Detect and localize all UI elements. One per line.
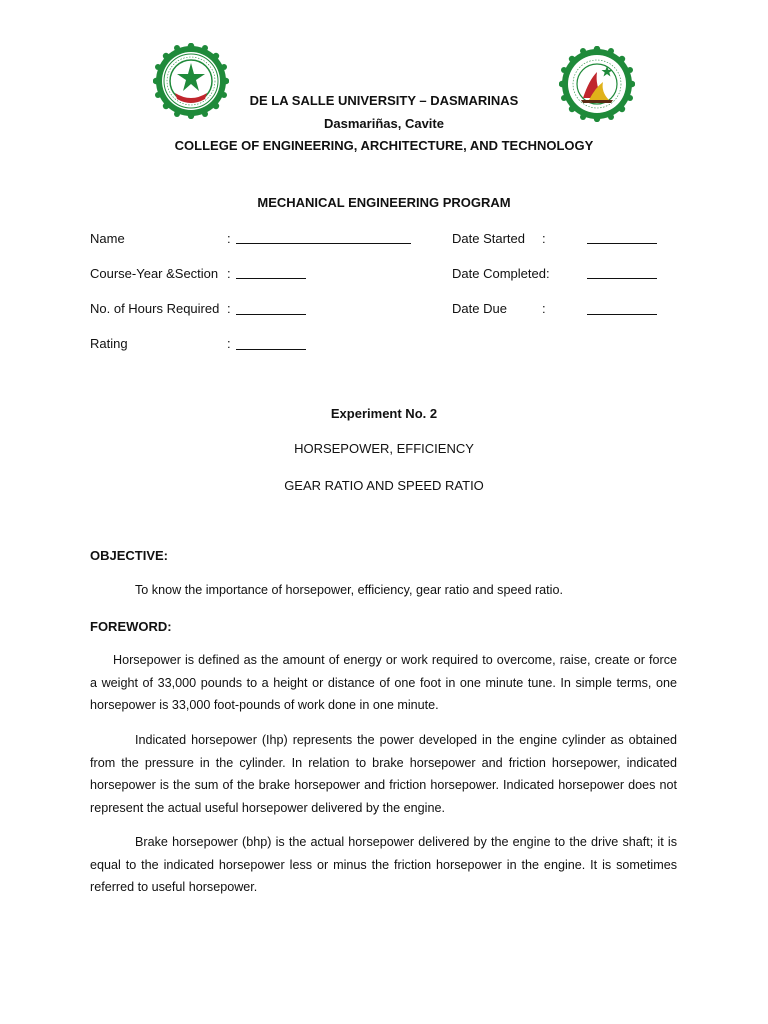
experiment-title-1: HORSEPOWER, EFFICIENCY <box>294 441 474 456</box>
colon: : <box>542 231 546 246</box>
date-due-label: Date Due <box>452 301 507 316</box>
date-started-field[interactable] <box>587 243 657 244</box>
program-name: MECHANICAL ENGINEERING PROGRAM <box>257 195 511 210</box>
hours-field[interactable] <box>236 314 306 315</box>
colon: : <box>227 301 231 316</box>
colon: : <box>227 336 231 351</box>
objective-heading: OBJECTIVE: <box>90 548 169 563</box>
objective-text: To know the importance of horsepower, efficiency, gear ratio and speed ratio. <box>135 583 563 597</box>
foreword-heading: FOREWORD: <box>90 619 172 634</box>
name-field[interactable] <box>236 243 411 244</box>
course-label: Course-Year &Section <box>90 266 219 281</box>
hours-label: No. of Hours Required <box>90 301 220 316</box>
university-name: DE LA SALLE UNIVERSITY – DASMARINAS <box>249 93 519 108</box>
college-name: COLLEGE OF ENGINEERING, ARCHITECTURE, AND TECHNOLOGY <box>174 138 594 153</box>
date-completed-label: Date Completed: <box>452 266 550 281</box>
rating-field[interactable] <box>236 349 306 350</box>
colon: : <box>227 231 231 246</box>
experiment-title-2: GEAR RATIO AND SPEED RATIO <box>284 478 484 493</box>
foreword-paragraph-1: Horsepower is defined as the amount of energy or work required to overcome, raise, create or force a weight of 33,000 pounds to a height or distance of one foot in one minute tune. In simple terms, one horsepower is 33,000 foot-pounds of work done in one minute. <box>90 653 677 712</box>
date-started-label: Date Started <box>452 231 525 246</box>
date-completed-field[interactable] <box>587 278 657 279</box>
colon: : <box>227 266 231 281</box>
rating-label: Rating <box>90 336 128 351</box>
college-seal-icon <box>559 46 635 122</box>
colon: : <box>542 301 546 316</box>
foreword-paragraph-3: Brake horsepower (bhp) is the actual horsepower delivered by the engine to the drive shaft; it is equal to the indicated horsepower less or minus the friction horsepower in the engine. It is sometimes referred to useful horsepower. <box>90 835 677 894</box>
name-label: Name <box>90 231 125 246</box>
foreword-paragraph-2: Indicated horsepower (Ihp) represents the power developed in the engine cylinder as obtained from the pressure in the cylinder. In relation to brake horsepower and friction horsepower, indicated horsepower is the sum of the brake horsepower and friction horsepower. Indicated horsepower does not represent the actual useful horsepower delivered by the engine. <box>90 733 677 815</box>
experiment-number: Experiment No. 2 <box>330 406 438 421</box>
course-field[interactable] <box>236 278 306 279</box>
date-due-field[interactable] <box>587 314 657 315</box>
university-location: Dasmariñas, Cavite <box>324 116 444 131</box>
